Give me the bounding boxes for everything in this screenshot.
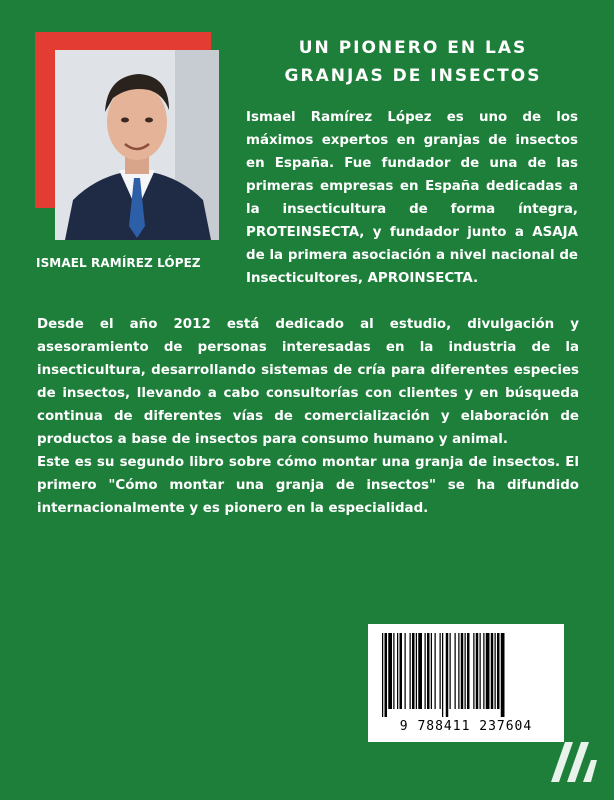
barcode-bar xyxy=(442,633,443,717)
description-text xyxy=(37,313,579,520)
barcode-bar xyxy=(431,633,432,709)
author-photo xyxy=(55,50,219,240)
barcode-bar xyxy=(427,633,430,709)
barcode-bar xyxy=(461,633,464,709)
barcode-bar xyxy=(486,633,490,709)
barcode-bar xyxy=(412,633,415,709)
barcode-bar xyxy=(455,633,456,709)
description-paragraph-2: Este es su segundo libro sobre cómo montar una granja de insectos. El primero "Cómo montar una granja de insectos" se ha difundido internacionalmente y es pionero en la especialidad. xyxy=(37,455,579,516)
barcode-bar xyxy=(476,633,479,709)
barcode-bar xyxy=(418,633,422,709)
barcode-bars xyxy=(380,633,552,717)
barcode-bar xyxy=(495,633,496,709)
recycle-bin-icon xyxy=(547,738,599,786)
barcode-bar xyxy=(405,633,406,709)
author-caption: ISMAEL RAMÍREZ LÓPEZ xyxy=(36,256,201,270)
barcode-number: 9 788411 237604 xyxy=(399,719,533,734)
barcode-bar xyxy=(388,633,392,709)
barcode-bar xyxy=(467,633,470,709)
barcode-bar xyxy=(483,633,484,709)
barcode-bar xyxy=(491,633,494,709)
barcode-bar xyxy=(425,633,426,709)
barcode-bar xyxy=(440,633,441,709)
barcode-bar xyxy=(393,633,394,709)
barcode-bar xyxy=(385,633,388,717)
description-paragraph-1: Desde el año 2012 está dedicado al estudio, divulgación y asesoramiento de personas interesadas en la industria de la insecticultura, desarrollando sistemas de cría para diferentes especies de insectos, llevando a cabo consultorías con clientes y en búsqueda continua de diferentes vías de comercialización y elaboración de productos a base de insectos para consumo humano y animal. xyxy=(37,317,579,447)
barcode-bar xyxy=(410,633,411,709)
barcode-bar xyxy=(458,633,459,709)
barcode-bar xyxy=(397,633,398,709)
barcode-bar xyxy=(501,633,505,717)
barcode-bar xyxy=(465,633,466,709)
barcode-bar xyxy=(400,633,403,709)
back-cover-title xyxy=(243,34,583,90)
title-line-1: UN PIONERO EN LAS xyxy=(298,38,528,58)
barcode-bar xyxy=(450,633,451,709)
barcode xyxy=(368,624,564,742)
barcode-bar xyxy=(435,633,436,709)
barcode-bar xyxy=(497,633,500,709)
barcode-bar xyxy=(446,633,449,717)
barcode-bar xyxy=(480,633,481,709)
title-line-2: GRANJAS DE INSECTOS xyxy=(284,66,542,86)
author-bio: Ismael Ramírez López es uno de los máximos expertos en granjas de insectos en España. Fue fundador de una de las primeras empresas en España dedicadas a la insecticultura de forma íntegra, PROTEINSECTA, y fundador junto a ASAJA de la primera asociación a nivel nacional de Insecticultores, APROINSECTA. xyxy=(246,110,578,286)
barcode-bar xyxy=(382,633,383,717)
barcode-bar xyxy=(473,633,474,709)
barcode-bar xyxy=(416,633,417,709)
